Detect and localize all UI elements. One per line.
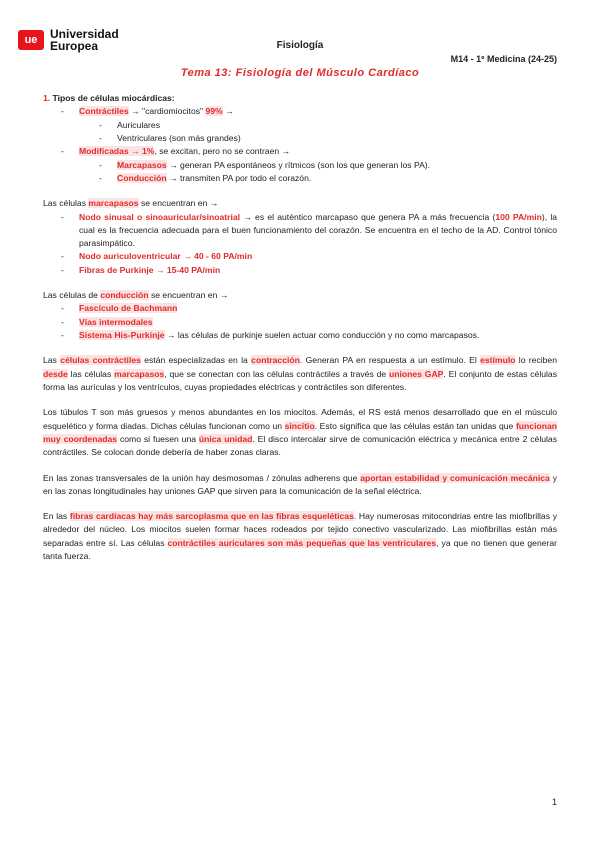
subject-header: Fisiología <box>276 40 324 51</box>
document-body <box>43 92 557 563</box>
list-item: - Nodo auriculoventricular → 40 - 60 PA/min <box>43 250 557 263</box>
page-title: Tema 13: Fisiología del Músculo Cardíaco <box>180 67 420 79</box>
list-item: - Nodo sinusal o sinoauricular/sinoatrial → es el auténtico marcapaso que genera PA a más frecuencia (100 PA/min), la cual es la frecuencia adecuada para el buen funcionamiento del corazón. Se encuentra en el techo de la AD. Control tónico parasimpático. <box>43 211 557 251</box>
paragraph: Las células de conducción se encuentran en → <box>43 290 229 301</box>
list-item: - Conducción → transmiten PA por todo el corazón. <box>43 172 557 185</box>
list-item: - Contráctiles → "cardiomiocitos" 99% → <box>43 105 557 118</box>
paragraph: En las fibras cardíacas hay más sarcoplasma que en las fibras esqueléticas. Hay numerosas mitocondrias entre las miofibrillas y alrededor del núcleo. Los miocitos suelen formar haces rodeados por tejido conectivo vascularizado. Las miofibrillas están más separadas entre sí. Las células contráctiles auriculares son más pequeñas que las ventriculares, ya que no tienen que generar tanta fuerza. <box>43 511 558 562</box>
paragraph: En las zonas transversales de la unión hay desmosomas / zónulas adherens que aportan estabilidad y comunicación mecánica y en las zonas longitudinales hay uniones GAP que sirven para la comunicación de la señal eléctrica. <box>43 472 557 496</box>
paragraph: Los túbulos T son más gruesos y menos abundantes en los miocitos. Además, el RS está menos desarrollado que en el músculo esquelético y forma diadas. Dichas células funcionan como un sincitio. Esto significa que las células están tan unidas que funcionan muy coordenadas como si fuesen una única unidad. El disco intercalar sirve de comunicación eléctrica y mecánica entre 2 células contráctiles. Se colocan donde debería de haber zonas claras. <box>43 407 558 458</box>
list-item: - Fascículo de Bachmann <box>43 302 557 315</box>
section-heading: 1. Tipos de células miocárdicas: <box>43 93 175 103</box>
logo-line-2: Europea <box>50 39 99 53</box>
logo-line-1: Universidad <box>50 27 119 41</box>
list-item: - Modificadas → 1%, se excitan, pero no se contraen → <box>43 145 557 158</box>
list-item: - Ventriculares (son más grandes) <box>43 132 557 145</box>
list-item: - Fibras de Purkinje → 15-40 PA/min <box>43 264 557 277</box>
course-header: M14 - 1º Medicina (24-25) <box>450 54 557 64</box>
logo-mark: ue <box>18 30 44 50</box>
list-item: - Sistema His-Purkinje → las células de purkinje suelen actuar como conducción y no como marcapasos. <box>43 329 557 342</box>
list-item: - Auriculares <box>43 119 557 132</box>
paragraph: Las células contráctiles están especializadas en la contracción. Generan PA en respuesta a un estímulo. El estímulo lo reciben desde las células marcapasos, que se conectan con las células contráctiles a través de uniones GAP. El conjunto de estas células forma las aurículas y los ventrículos, cuyas propiedades eléctricas y contráctiles son diferentes. <box>43 355 557 392</box>
page-number: 1 <box>551 797 557 807</box>
list-item: - Vías intermodales <box>43 316 557 329</box>
list-item: - Marcapasos → generan PA espontáneos y rítmicos (son los que generan los PA). <box>43 159 557 172</box>
paragraph: Las células marcapasos se encuentran en → <box>43 198 219 209</box>
